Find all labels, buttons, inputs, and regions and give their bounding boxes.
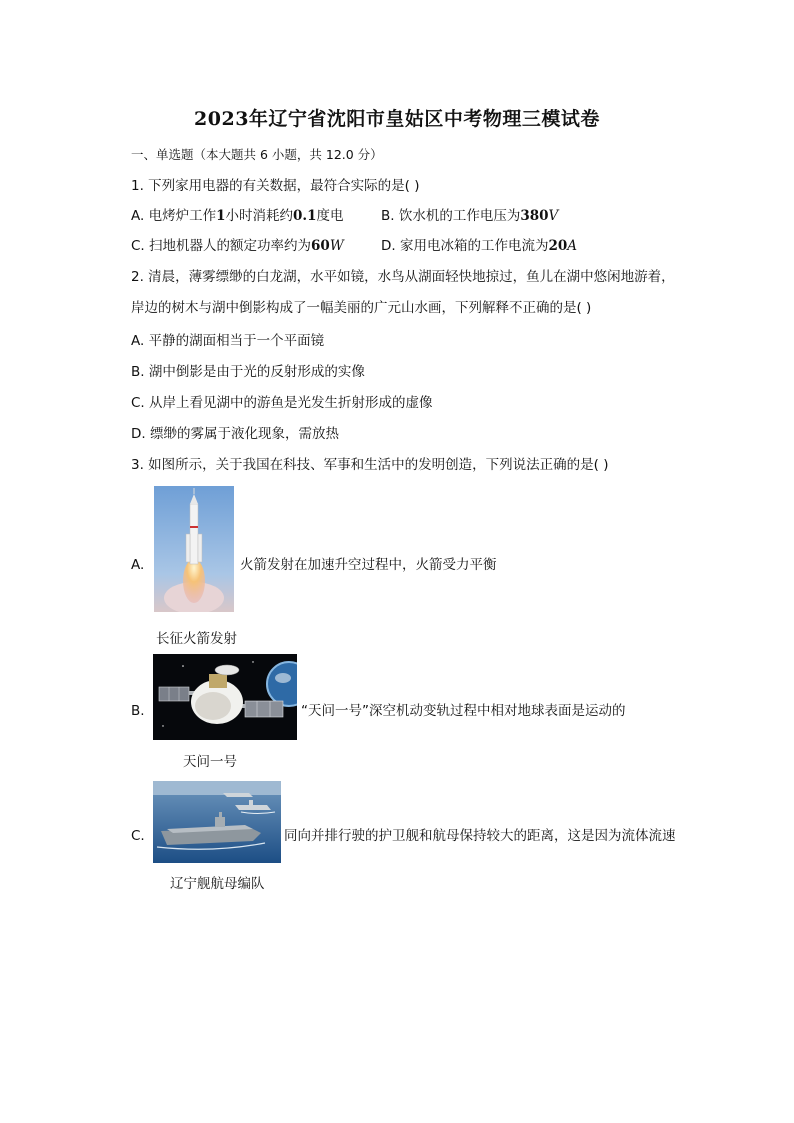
q3-option-a-caption: 长征火箭发射 — [156, 631, 237, 647]
q1-b-unit: V — [548, 208, 559, 224]
spacecraft-illustration — [153, 654, 297, 740]
q1-d-num: 20 — [548, 238, 568, 254]
q1-d-unit: A — [567, 238, 578, 254]
q2-option-c: C. 从岸上看见湖中的游鱼是光发生折射形成的虚像 — [131, 395, 433, 411]
q2-option-b: B. 湖中倒影是由于光的反射形成的实像 — [131, 364, 365, 380]
q1-a-suffix: 度电 — [316, 208, 344, 224]
q3-option-c-label: C. — [131, 828, 145, 844]
q3-option-b-caption: 天问一号 — [183, 754, 237, 770]
q1-option-b — [381, 207, 558, 225]
q1-c-num: 60 — [311, 238, 330, 254]
q1-b-prefix: B. 饮水机的工作电压为 — [381, 208, 521, 224]
q3-option-b-text: “天问一号”深空机动变轨过程中相对地球表面是运动的 — [301, 703, 626, 719]
q2-option-d: D. 缥缈的雾属于液化现象，需放热 — [131, 426, 339, 442]
q1-a-num1: 1 — [216, 208, 226, 224]
q1-option-a — [131, 207, 344, 225]
q1-c-prefix: C. 扫地机器人的额定功率约为 — [131, 238, 312, 254]
q1-a-prefix: A. 电烤炉工作 — [131, 208, 217, 224]
rocket-launch-illustration — [154, 486, 234, 612]
q3-option-c-text: 同向并排行驶的护卫舰和航母保持较大的距离，这是因为流体流速 — [284, 828, 676, 844]
q1-b-num: 380 — [520, 208, 549, 224]
q1-a-mid: 小时消耗约 — [225, 208, 293, 224]
q2-option-a: A. 平静的湖面相当于一个平面镜 — [131, 333, 325, 349]
section-heading: 一、单选题（本大题共 6 小题，共 12.0 分） — [131, 147, 383, 162]
page-title: 2023年辽宁省沈阳市皇姑区中考物理三模试卷 — [194, 108, 600, 130]
q1-c-unit: W — [329, 238, 344, 254]
q1-a-num2: 0.1 — [293, 208, 317, 224]
q3-stem: 3. 如图所示，关于我国在科技、军事和生活中的发明创造，下列说法正确的是( ) — [131, 457, 609, 473]
carrier-group-image — [153, 781, 281, 863]
q1-option-d — [381, 237, 577, 255]
q1-d-prefix: D. 家用电冰箱的工作电流为 — [381, 238, 549, 254]
q3-option-b-label: B. — [131, 703, 145, 719]
carrier-group-illustration — [153, 781, 281, 863]
q3-option-a-text: 火箭发射在加速升空过程中，火箭受力平衡 — [240, 557, 497, 573]
q1-stem: 1. 下列家用电器的有关数据，最符合实际的是( ) — [131, 178, 420, 194]
q2-stem-line1: 2. 清晨，薄雾缥缈的白龙湖，水平如镜，水鸟从湖面轻快地掠过，鱼儿在湖中悠闲地游着， — [131, 269, 675, 285]
q1-option-c — [131, 237, 344, 255]
q3-option-a-label: A. — [131, 557, 145, 573]
q2-stem-line2: 岸边的树木与湖中倒影构成了一幅美丽的广元山水画，下列解释不正确的是( ) — [131, 300, 592, 316]
q3-option-c-caption: 辽宁舰航母编队 — [170, 876, 265, 892]
spacecraft-image — [153, 654, 297, 740]
rocket-launch-image — [154, 486, 234, 612]
